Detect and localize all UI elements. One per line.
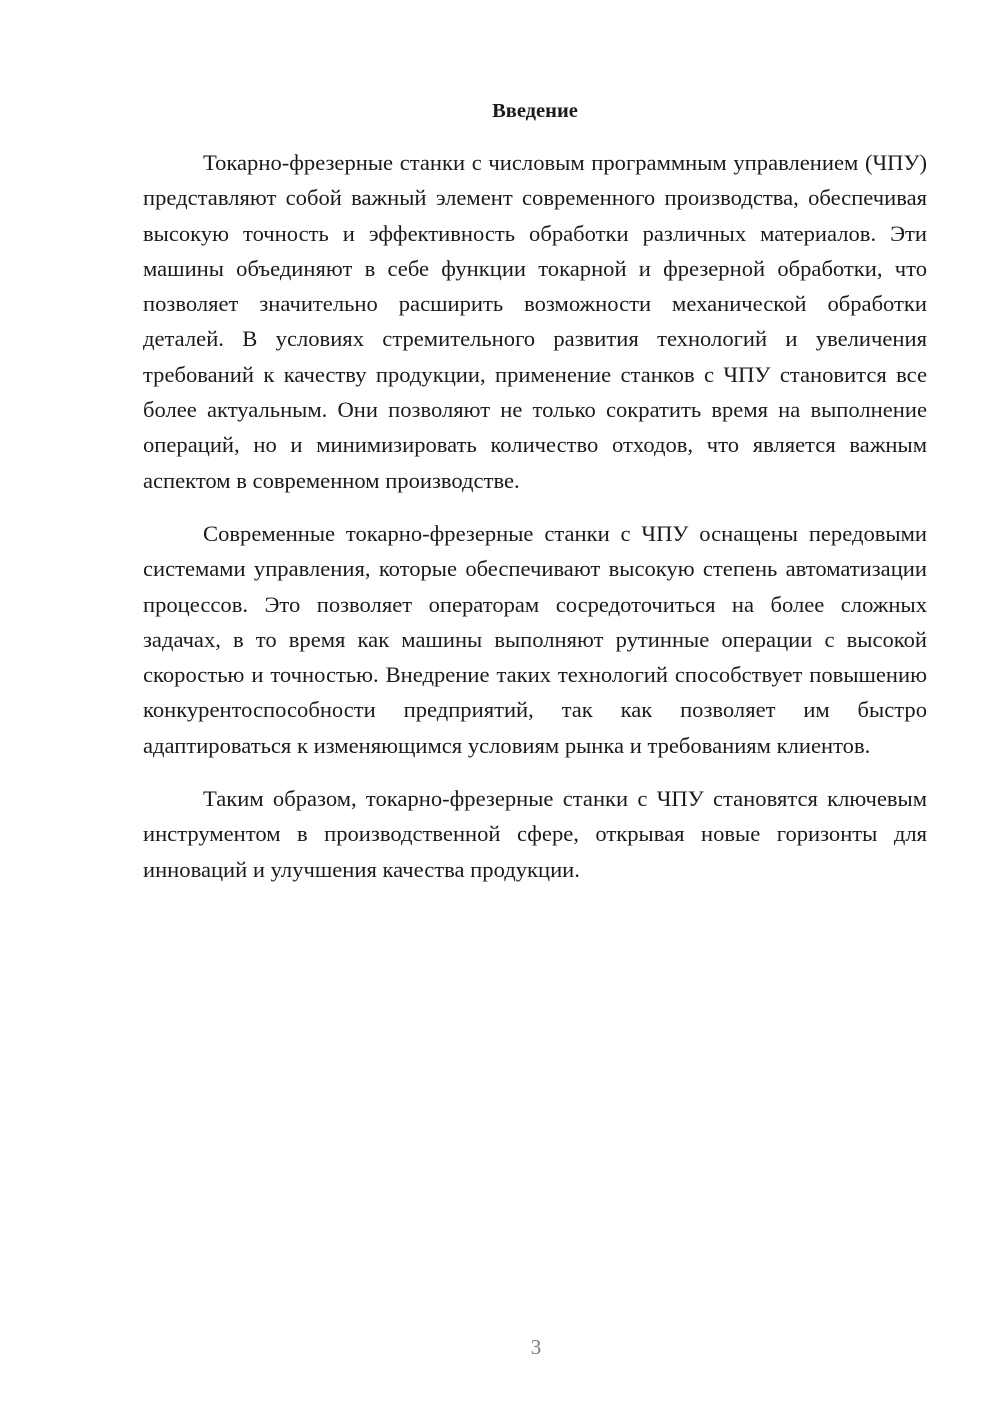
section-title: Введение	[492, 100, 578, 122]
paragraph-2: Современные токарно-фрезерные станки с ЧПУ оснащены передовыми системами управления, которые обеспечивают высокую степень автоматизации процессов. Это позволяет операторам сосредоточиться на более сложных задачах, в то время как машины выполняют рутинные операции с высокой скоростью и точностью. Внедрение таких технологий способствует повышению конкурентоспособности предприятий, так как позволяет им быстро адаптироваться к изменяющимся условиям рынка и требованиям клиентов.	[143, 520, 927, 758]
page-content	[143, 94, 927, 905]
paragraph-1: Токарно-фрезерные станки с числовым программным управлением (ЧПУ) представляют собой важный элемент современного производства, обеспечивая высокую точность и эффективность обработки различных материалов. Эти машины объединяют в себе функции токарной и фрезерной обработки, что позволяет значительно расширить возможности механической обработки деталей. В условиях стремительного развития технологий и увеличения требований к качеству продукции, применение станков с ЧПУ становится все более актуальным. Они позволяют не только сократить время на выполнение операций, но и минимизировать количество отходов, что является важным аспектом в современном производстве.	[143, 150, 927, 493]
page-number: 3	[530, 1335, 542, 1359]
paragraph-3: Таким образом, токарно-фрезерные станки с ЧПУ становятся ключевым инструментом в производственной сфере, открывая новые горизонты для инноваций и улучшения качества продукции.	[143, 786, 927, 882]
